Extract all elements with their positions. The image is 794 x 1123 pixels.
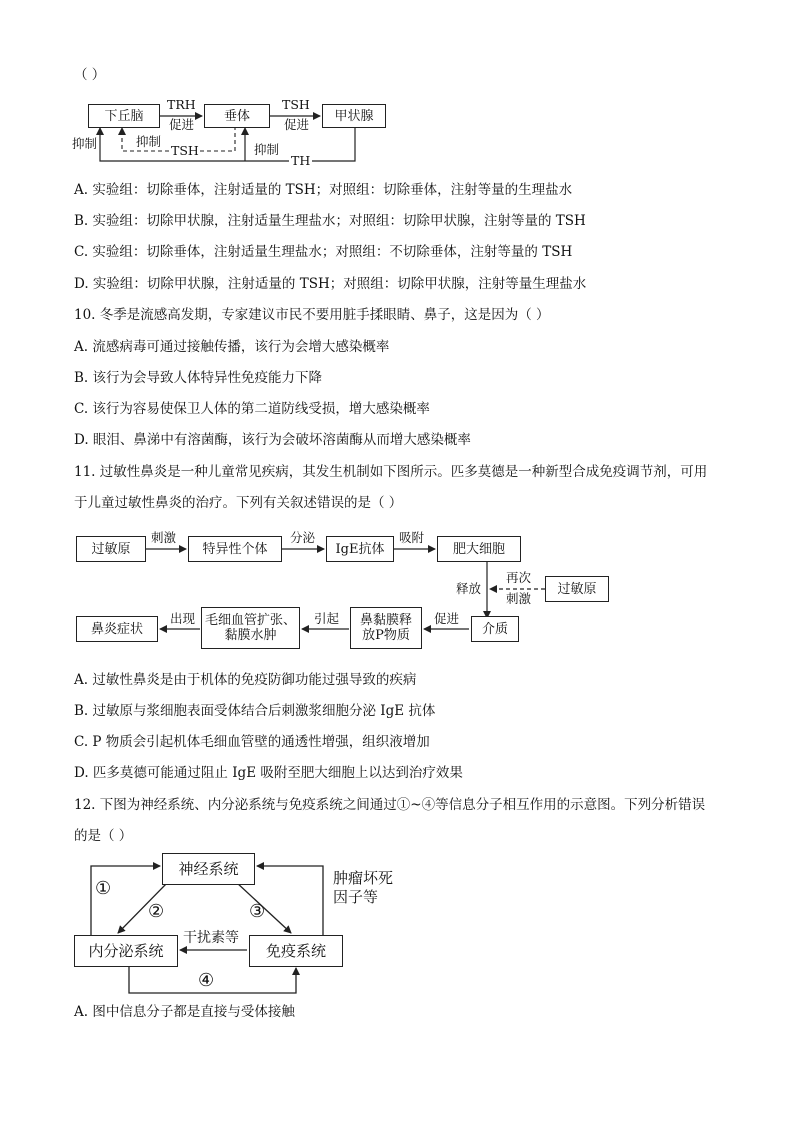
box-mediator: 介质 <box>471 616 519 642</box>
q10-stem: 10. 冬季是流感高发期，专家建议市民不要用脏手揉眼睛、鼻子，这是因为（ ） <box>74 307 550 323</box>
label-tnf-line2: 因子等 <box>333 888 379 906</box>
mucosa-line1: 鼻黏膜释 <box>359 613 412 628</box>
q10-option-d: D. 眼泪、鼻涕中有溶菌酶，该行为会破坏溶菌酶从而增大感染概率 <box>74 432 471 448</box>
label-trh-promote: 促进 <box>169 117 195 132</box>
q9-option-c: C. 实验组：切除垂体，注射适量生理盐水；对照组：不切除垂体，注射等量的 TSH <box>74 244 573 260</box>
label-trh: TRH <box>167 97 196 112</box>
arrow-tnf <box>257 866 323 937</box>
box-pituitary: 垂体 <box>204 104 270 128</box>
label-release: 释放 <box>456 581 482 596</box>
label-tsh: TSH <box>282 97 310 112</box>
label-circle-3: ③ <box>249 901 266 922</box>
label-interferon: 干扰素等 <box>183 930 239 946</box>
box-allergen: 过敏原 <box>76 536 146 562</box>
label-circle-4: ④ <box>198 970 215 991</box>
label-inhibit-dashed: 抑制 <box>136 134 162 149</box>
label-tsh-dashed: TSH <box>171 143 199 158</box>
q12-stem-line2: 的是（ ） <box>74 828 133 844</box>
label-stimulate: 刺激 <box>151 530 177 545</box>
box-mast-cell: 肥大细胞 <box>437 536 521 562</box>
q10-option-c: C. 该行为容易使保卫人体的第二道防线受损，增大感染概率 <box>74 401 430 417</box>
q12-option-a: A. 图中信息分子都是直接与受体接触 <box>74 1004 295 1020</box>
q9-option-a: A. 实验组：切除垂体，注射适量的 TSH；对照组：切除垂体，注射等量的生理盐水 <box>74 182 573 198</box>
label-again: 再次 <box>506 570 532 585</box>
q11-stem-line2: 于儿童过敏性鼻炎的治疗。下列有关叙述错误的是（ ） <box>74 495 403 511</box>
label-circle-2: ② <box>148 901 165 922</box>
box-thyroid: 甲状腺 <box>322 104 386 128</box>
q9-answer-bracket: （ ） <box>74 67 106 83</box>
q9-option-b: B. 实验组：切除甲状腺，注射适量生理盐水；对照组：切除甲状腺，注射等量的 TSH <box>74 213 586 229</box>
q11-option-c: C. P 物质会引起机体毛细血管壁的通透性增强，组织液增加 <box>74 734 430 750</box>
label-th: TH <box>291 153 311 168</box>
capillary-line2: 黏膜水肿 <box>224 628 277 643</box>
capillary-line1: 毛细血管扩张、 <box>204 613 296 628</box>
q10-option-a: A. 流感病毒可通过接触传播，该行为会增大感染概率 <box>74 339 390 355</box>
q11-option-d: D. 匹多莫德可能通过阻止 IgE 吸附至肥大细胞上以达到治疗效果 <box>74 765 463 781</box>
label-stimulate-2: 刺激 <box>506 591 532 606</box>
mucosa-line2: 放P物质 <box>362 628 410 643</box>
box-rhinitis-symptom: 鼻炎症状 <box>76 616 158 642</box>
label-adsorb: 吸附 <box>399 530 425 545</box>
box-hypothalamus: 下丘脑 <box>88 104 160 128</box>
q9-option-d: D. 实验组：切除甲状腺，注射适量的 TSH；对照组：切除甲状腺，注射等量生理盐水 <box>74 276 587 292</box>
q11-stem-line1: 11. 过敏性鼻炎是一种儿童常见疾病，其发生机制如下图所示。匹多莫德是一种新型合成免疫调节剂，可用 <box>74 464 708 480</box>
label-tnf-line1: 肿瘤坏死 <box>333 869 394 887</box>
label-secrete: 分泌 <box>290 530 316 545</box>
label-circle-1: ① <box>95 878 112 899</box>
label-cause: 引起 <box>314 611 340 626</box>
box-allergen-again: 过敏原 <box>545 576 609 602</box>
box-specific-individual: 特异性个体 <box>188 536 282 562</box>
q10-option-b: B. 该行为会导致人体特异性免疫能力下降 <box>74 370 323 386</box>
box-nasal-mucosa <box>350 607 422 649</box>
q11-option-a: A. 过敏性鼻炎是由于机体的免疫防御功能过强导致的疾病 <box>74 672 417 688</box>
box-immune-system: 免疫系统 <box>249 935 343 967</box>
box-nervous-system: 神经系统 <box>162 853 255 885</box>
q12-stem-line1: 12. 下图为神经系统、内分泌系统与免疫系统之间通过①~④等信息分子相互作用的示意图。下列分析错误 <box>74 797 706 813</box>
box-ige-antibody: IgE抗体 <box>326 536 394 562</box>
box-endocrine-system: 内分泌系统 <box>74 935 178 967</box>
label-promote: 促进 <box>434 611 460 626</box>
label-inhibit-bottom: 抑制 <box>254 142 280 157</box>
label-inhibit-left: 抑制 <box>72 136 98 151</box>
label-tsh-promote: 促进 <box>284 117 310 132</box>
q11-option-b: B. 过敏原与浆细胞表面受体结合后刺激浆细胞分泌 IgE 抗体 <box>74 703 436 719</box>
label-appear: 出现 <box>170 611 196 626</box>
box-capillary <box>201 607 300 649</box>
